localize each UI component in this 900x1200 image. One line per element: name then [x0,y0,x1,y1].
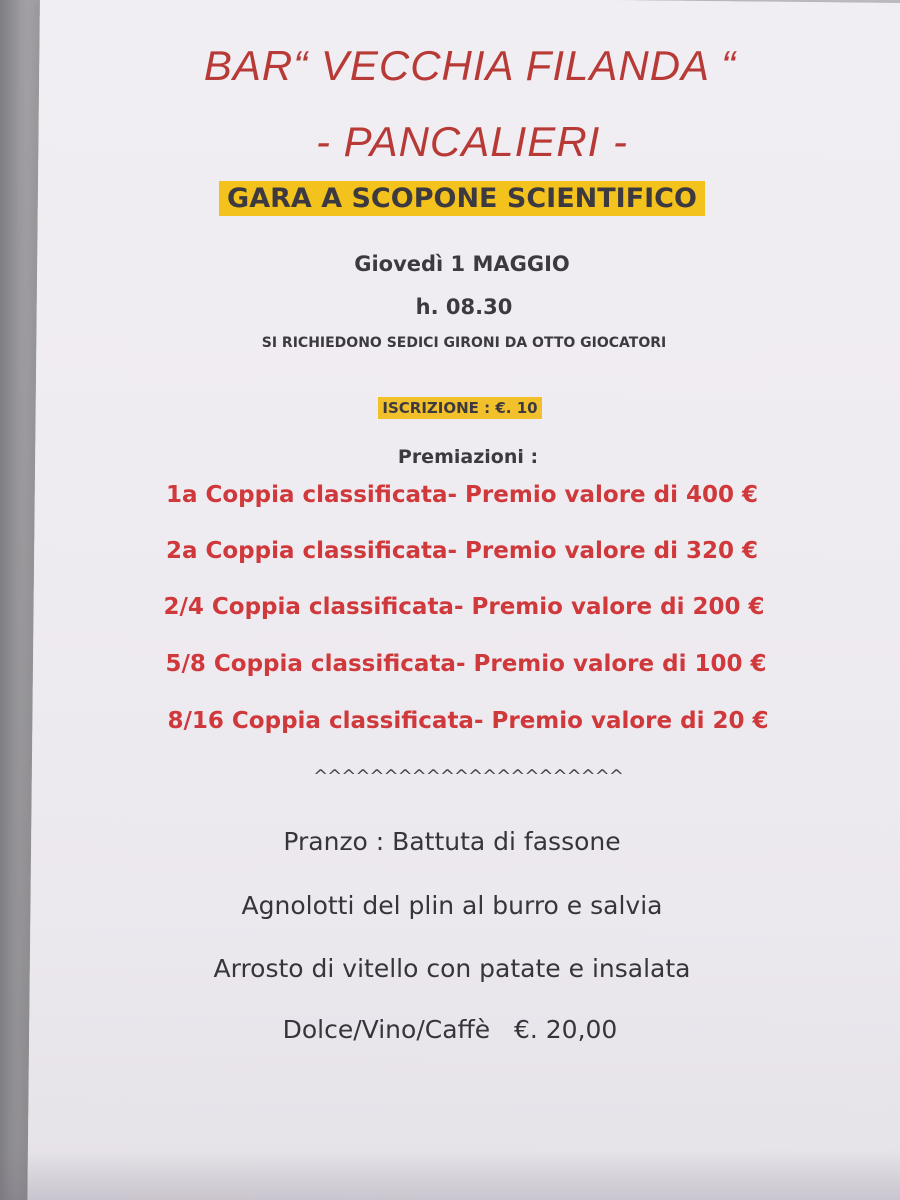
menu-line: Arrosto di vitello con patate e insalata [213,954,691,983]
prize-item: 2a Coppia classificata- Premio valore di 320 € [165,538,759,564]
paper-shadow [0,1150,900,1200]
menu-line: Pranzo : Battuta di fassone [283,827,621,856]
flyer-title: BAR“ VECCHIA FILANDA “ [203,42,737,89]
event-time: h. 08.30 [415,295,513,319]
separator-carets: ^^^^^^^^^^^^^^^^^^^^^^ [313,766,623,787]
prize-item: 1a Coppia classificata- Premio valore di 400 € [165,482,759,508]
prize-item: 2/4 Coppia classificata- Premio valore di 200 € [163,594,765,620]
flyer-location: - PANCALIERI - [316,118,628,165]
prize-item: 5/8 Coppia classificata- Premio valore di 100 € [165,651,767,677]
event-title-highlight: GARA A SCOPONE SCIENTIFICO [219,181,705,216]
prize-item: 8/16 Coppia classificata- Premio valore di 20 € [167,708,769,734]
menu-line: Agnolotti del plin al burro e salvia [241,891,663,920]
registration-fee [10,399,900,417]
registration-highlight: ISCRIZIONE : €. 10 [378,397,541,419]
menu-price-line: Dolce/Vino/Caffè €. 20,00 [282,1015,618,1044]
event-title [12,183,900,214]
requirement-note: SI RICHIEDONO SEDICI GIRONI DA OTTO GIOCATORI [261,335,667,351]
event-date: Giovedì 1 MAGGIO [354,252,570,276]
prizes-heading: Premiazioni : [397,446,539,468]
